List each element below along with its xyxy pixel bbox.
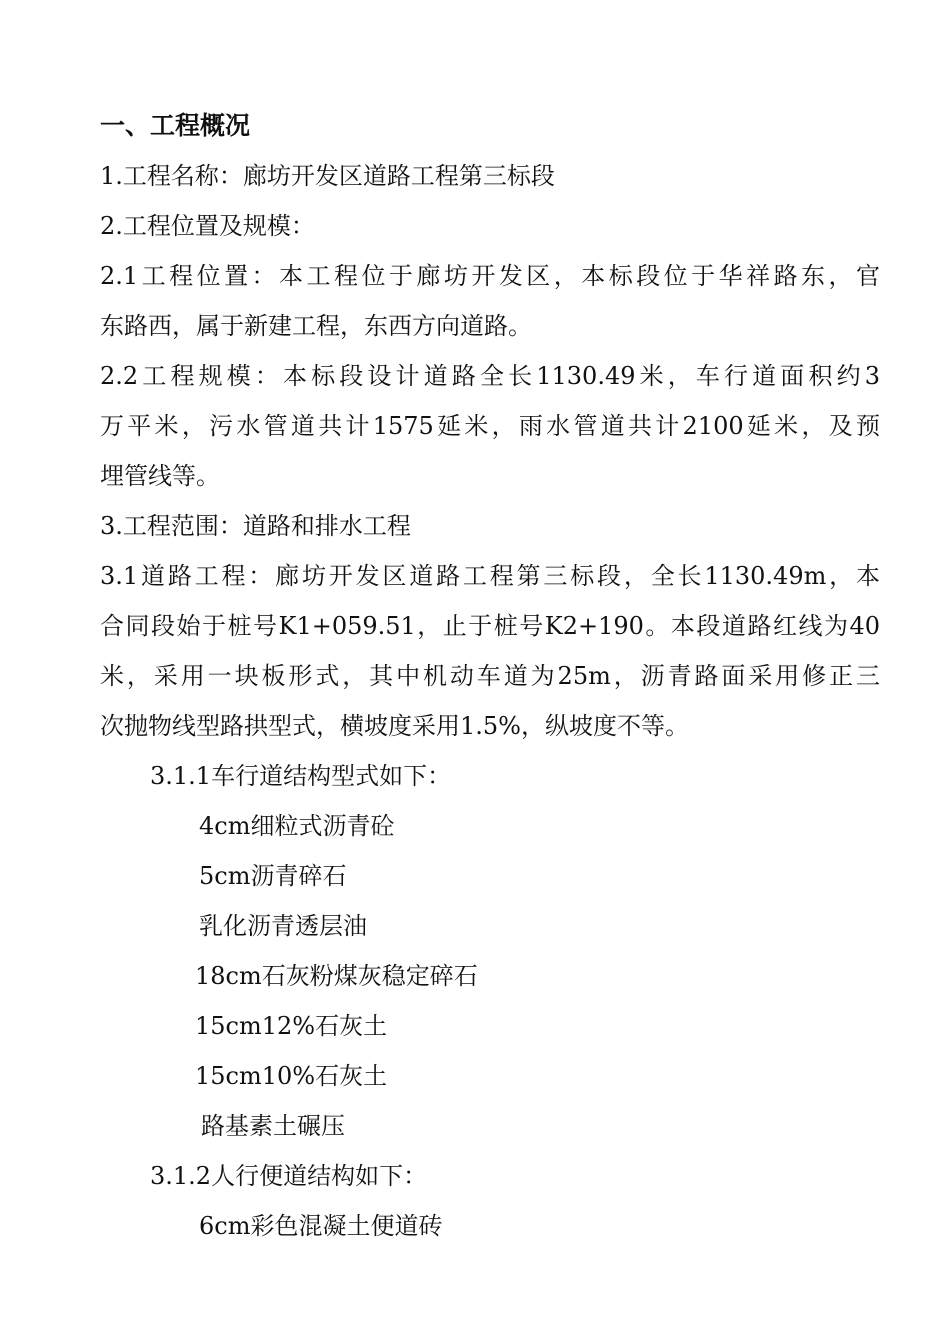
scale-line-2: 万平米，污水管道共计1575延米，雨水管道共计2100延米，及预 — [100, 412, 880, 440]
scale-line-3: 埋管线等。 — [100, 462, 220, 490]
road-works-line-2: 合同段始于桩号K1+059.51，止于桩号K2+190。本段道路红线为40 — [100, 612, 880, 640]
carriageway-layer: 5cm沥青碎石 — [199, 862, 347, 890]
carriageway-layer: 路基素土碾压 — [201, 1112, 345, 1140]
sidewalk-layer: 6cm彩色混凝土便道砖 — [199, 1212, 443, 1240]
project-name-line: 1.工程名称：廊坊开发区道路工程第三标段 — [100, 162, 555, 190]
carriageway-structure-title: 3.1.1车行道结构型式如下： — [150, 762, 452, 790]
carriageway-layer: 4cm细粒式沥青砼 — [199, 812, 395, 840]
scale-line-1: 2.2工程规模：本标段设计道路全长1130.49米，车行道面积约3 — [100, 362, 880, 390]
scope-line: 3.工程范围：道路和排水工程 — [100, 512, 411, 540]
location-line-2: 东路西，属于新建工程，东西方向道路。 — [100, 312, 532, 340]
location-line-1: 2.1工程位置：本工程位于廊坊开发区，本标段位于华祥路东，官 — [100, 262, 880, 290]
section-heading: 一、工程概况 — [100, 111, 251, 140]
carriageway-layer: 15cm12%石灰土 — [195, 1012, 388, 1040]
carriageway-layer: 15cm10%石灰土 — [195, 1062, 388, 1090]
road-works-line-4: 次抛物线型路拱型式，横坡度采用1.5%，纵坡度不等。 — [100, 712, 689, 740]
sidewalk-structure-title: 3.1.2人行便道结构如下： — [150, 1162, 428, 1190]
road-works-line-1: 3.1道路工程：廊坊开发区道路工程第三标段，全长1130.49m，本 — [100, 562, 880, 590]
road-works-line-3: 米，采用一块板形式，其中机动车道为25m，沥青路面采用修正三 — [100, 662, 880, 690]
location-scale-title: 2.工程位置及规模： — [100, 212, 315, 240]
carriageway-layer: 18cm石灰粉煤灰稳定碎石 — [195, 962, 478, 990]
carriageway-layer: 乳化沥青透层油 — [199, 912, 367, 940]
